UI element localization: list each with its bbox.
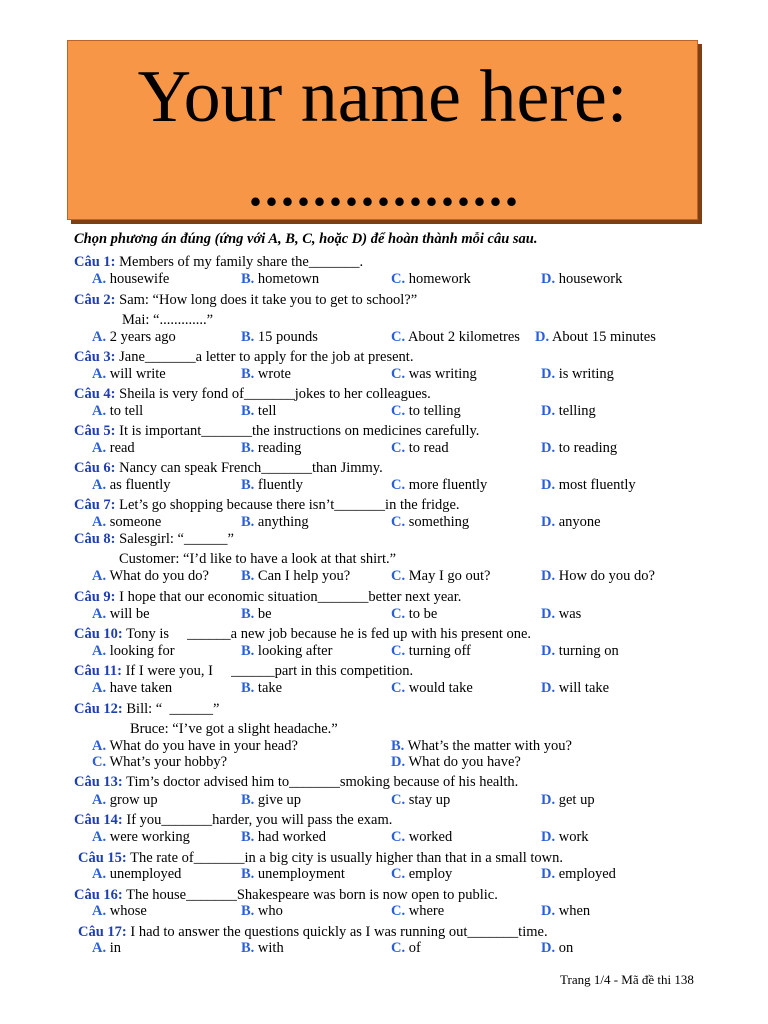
option-b: B. be: [241, 606, 272, 622]
question-subline: Customer: “I’d like to have a look at that shirt.”: [119, 551, 397, 567]
option-a: A. unemployed: [92, 866, 182, 882]
option-c: C. employ: [391, 866, 453, 882]
option-d: D. How do you do?: [541, 568, 655, 584]
question-13: [74, 773, 518, 791]
option-c: C. of: [391, 940, 421, 956]
question-text: Bill: “ ______”: [126, 701, 220, 717]
question-text: If I were you, I ______part in this competition.: [125, 663, 414, 679]
question-number: Câu 4:: [74, 386, 116, 402]
question-text: Sheila is very fond of_______jokes to her colleagues.: [119, 386, 431, 402]
page-footer: Trang 1/4 - Mã đề thi 138: [560, 972, 694, 987]
option-b: B. anything: [241, 514, 309, 530]
option-d: D. work: [541, 829, 589, 845]
question-number: Câu 2:: [74, 292, 116, 308]
question-number: Câu 1:: [74, 254, 116, 270]
question-number: Câu 16:: [74, 887, 123, 903]
question-text: The rate of_______in a big city is usually higher than that in a small town.: [130, 850, 564, 866]
question-subline: Bruce: “I’ve got a slight headache.”: [130, 721, 338, 737]
option-b: B. take: [241, 680, 283, 696]
name-dots: .................: [246, 141, 519, 221]
instruction: Chọn phương án đúng (ứng với A, B, C, hoặc D) để hoàn thành mỗi câu sau.: [74, 231, 538, 247]
option-b: B. had worked: [241, 829, 326, 845]
question-4: [74, 385, 431, 403]
option-d: D. to reading: [541, 440, 618, 456]
question-6: [74, 459, 383, 477]
option-a: A. What do you do?: [92, 568, 209, 584]
question-number: Câu 13:: [74, 774, 123, 790]
option-b: B. 15 pounds: [241, 329, 318, 345]
question-1: [74, 253, 363, 271]
question-number: Câu 3:: [74, 349, 116, 365]
name-box: [67, 40, 698, 220]
question-text: Tim’s doctor advised him to_______smoking because of his health.: [126, 774, 519, 790]
option-c: C. to telling: [391, 403, 461, 419]
option-c: C. homework: [391, 271, 471, 287]
question-7: [74, 496, 460, 514]
question-text: Salesgirl: “______”: [119, 531, 234, 547]
question-text: Nancy can speak French_______than Jimmy.: [119, 460, 383, 476]
option-a: A. looking for: [92, 643, 175, 659]
option-b: B. fluently: [241, 477, 304, 493]
question-number: Câu 12:: [74, 701, 123, 717]
question-number: Câu 7:: [74, 497, 116, 513]
option-d: D. on: [541, 940, 574, 956]
option-d: D. turning on: [541, 643, 619, 659]
option-d: D. telling: [541, 403, 596, 419]
option-d: D. is writing: [541, 366, 614, 382]
option-a: A. grow up: [92, 792, 158, 808]
question-9: [74, 588, 461, 606]
question-text: Members of my family share the_______.: [119, 254, 364, 270]
option-a: A. as fluently: [92, 477, 171, 493]
question-text: Jane_______a letter to apply for the job at present.: [119, 349, 414, 365]
option-d: D. employed: [541, 866, 616, 882]
question-number: Câu 11:: [74, 663, 122, 679]
question-8: [74, 530, 234, 548]
question-number: Câu 14:: [74, 812, 123, 828]
question-text: I hope that our economic situation_______better next year.: [119, 589, 462, 605]
question-subline: Mai: “.............”: [122, 312, 214, 328]
option-a: A. whose: [92, 903, 147, 919]
question-number: Câu 6:: [74, 460, 116, 476]
option-b: B. give up: [241, 792, 302, 808]
option-c: C. May I go out?: [391, 568, 491, 584]
question-number: Câu 10:: [74, 626, 123, 642]
question-number: Câu 15:: [78, 850, 127, 866]
option-a: A. were working: [92, 829, 190, 845]
option-b: B. wrote: [241, 366, 291, 382]
question-3: [74, 348, 413, 366]
question-number: Câu 8:: [74, 531, 116, 547]
option-b: B. who: [241, 903, 283, 919]
option-a: A. housewife: [92, 271, 170, 287]
option-d: D. will take: [541, 680, 610, 696]
option-d: D. get up: [541, 792, 595, 808]
option-a: A. 2 years ago: [92, 329, 176, 345]
option-c: C. About 2 kilometres: [391, 329, 520, 345]
option-c: C. was writing: [391, 366, 477, 382]
option-b: B. with: [241, 940, 284, 956]
question-text: If you_______harder, you will pass the exam.: [126, 812, 393, 828]
option-c: C. to read: [391, 440, 449, 456]
question-number: Câu 9:: [74, 589, 116, 605]
option-a: A. to tell: [92, 403, 144, 419]
question-text: I had to answer the questions quickly as I was running out_______time.: [130, 924, 548, 940]
option-b: B. What’s the matter with you?: [391, 738, 572, 754]
option-b: B. unemployment: [241, 866, 345, 882]
question-text: It is important_______the instructions on medicines carefully.: [119, 423, 480, 439]
question-10: [74, 625, 531, 643]
option-c: C. would take: [391, 680, 473, 696]
option-c: C. more fluently: [391, 477, 488, 493]
question-17: [78, 923, 548, 941]
option-c: C. something: [391, 514, 470, 530]
option-c: C. What’s your hobby?: [92, 754, 228, 770]
option-a: A. will be: [92, 606, 150, 622]
option-b: B. Can I help you?: [241, 568, 351, 584]
question-number: Câu 17:: [78, 924, 127, 940]
option-c: C. worked: [391, 829, 453, 845]
question-5: [74, 422, 479, 440]
question-text: The house_______Shakespeare was born is now open to public.: [126, 887, 498, 903]
question-text: Tony is ______a new job because he is fed up with his present one.: [126, 626, 532, 642]
option-a: A. have taken: [92, 680, 173, 696]
option-a: A. What do you have in your head?: [92, 738, 298, 754]
question-2: [74, 291, 417, 309]
question-text: Sam: “How long does it take you to get to school?”: [119, 292, 418, 308]
option-d: D. when: [541, 903, 591, 919]
option-c: C. where: [391, 903, 445, 919]
option-c: C. stay up: [391, 792, 451, 808]
option-d: D. What do you have?: [391, 754, 521, 770]
option-a: A. read: [92, 440, 135, 456]
option-d: D. About 15 minutes: [535, 329, 656, 345]
option-c: C. turning off: [391, 643, 471, 659]
question-12: [74, 700, 219, 718]
option-d: D. anyone: [541, 514, 601, 530]
option-a: A. someone: [92, 514, 162, 530]
option-d: D. housework: [541, 271, 623, 287]
question-11: [74, 662, 413, 680]
question-14: [74, 811, 392, 829]
option-b: B. hometown: [241, 271, 320, 287]
option-a: A. will write: [92, 366, 166, 382]
option-b: B. tell: [241, 403, 277, 419]
option-b: B. looking after: [241, 643, 333, 659]
option-c: C. to be: [391, 606, 438, 622]
question-text: Let’s go shopping because there isn’t_______in the fridge.: [119, 497, 460, 513]
option-a: A. in: [92, 940, 122, 956]
option-d: D. most fluently: [541, 477, 636, 493]
name-title: Your name here:: [137, 56, 628, 138]
question-number: Câu 5:: [74, 423, 116, 439]
option-b: B. reading: [241, 440, 302, 456]
option-d: D. was: [541, 606, 582, 622]
